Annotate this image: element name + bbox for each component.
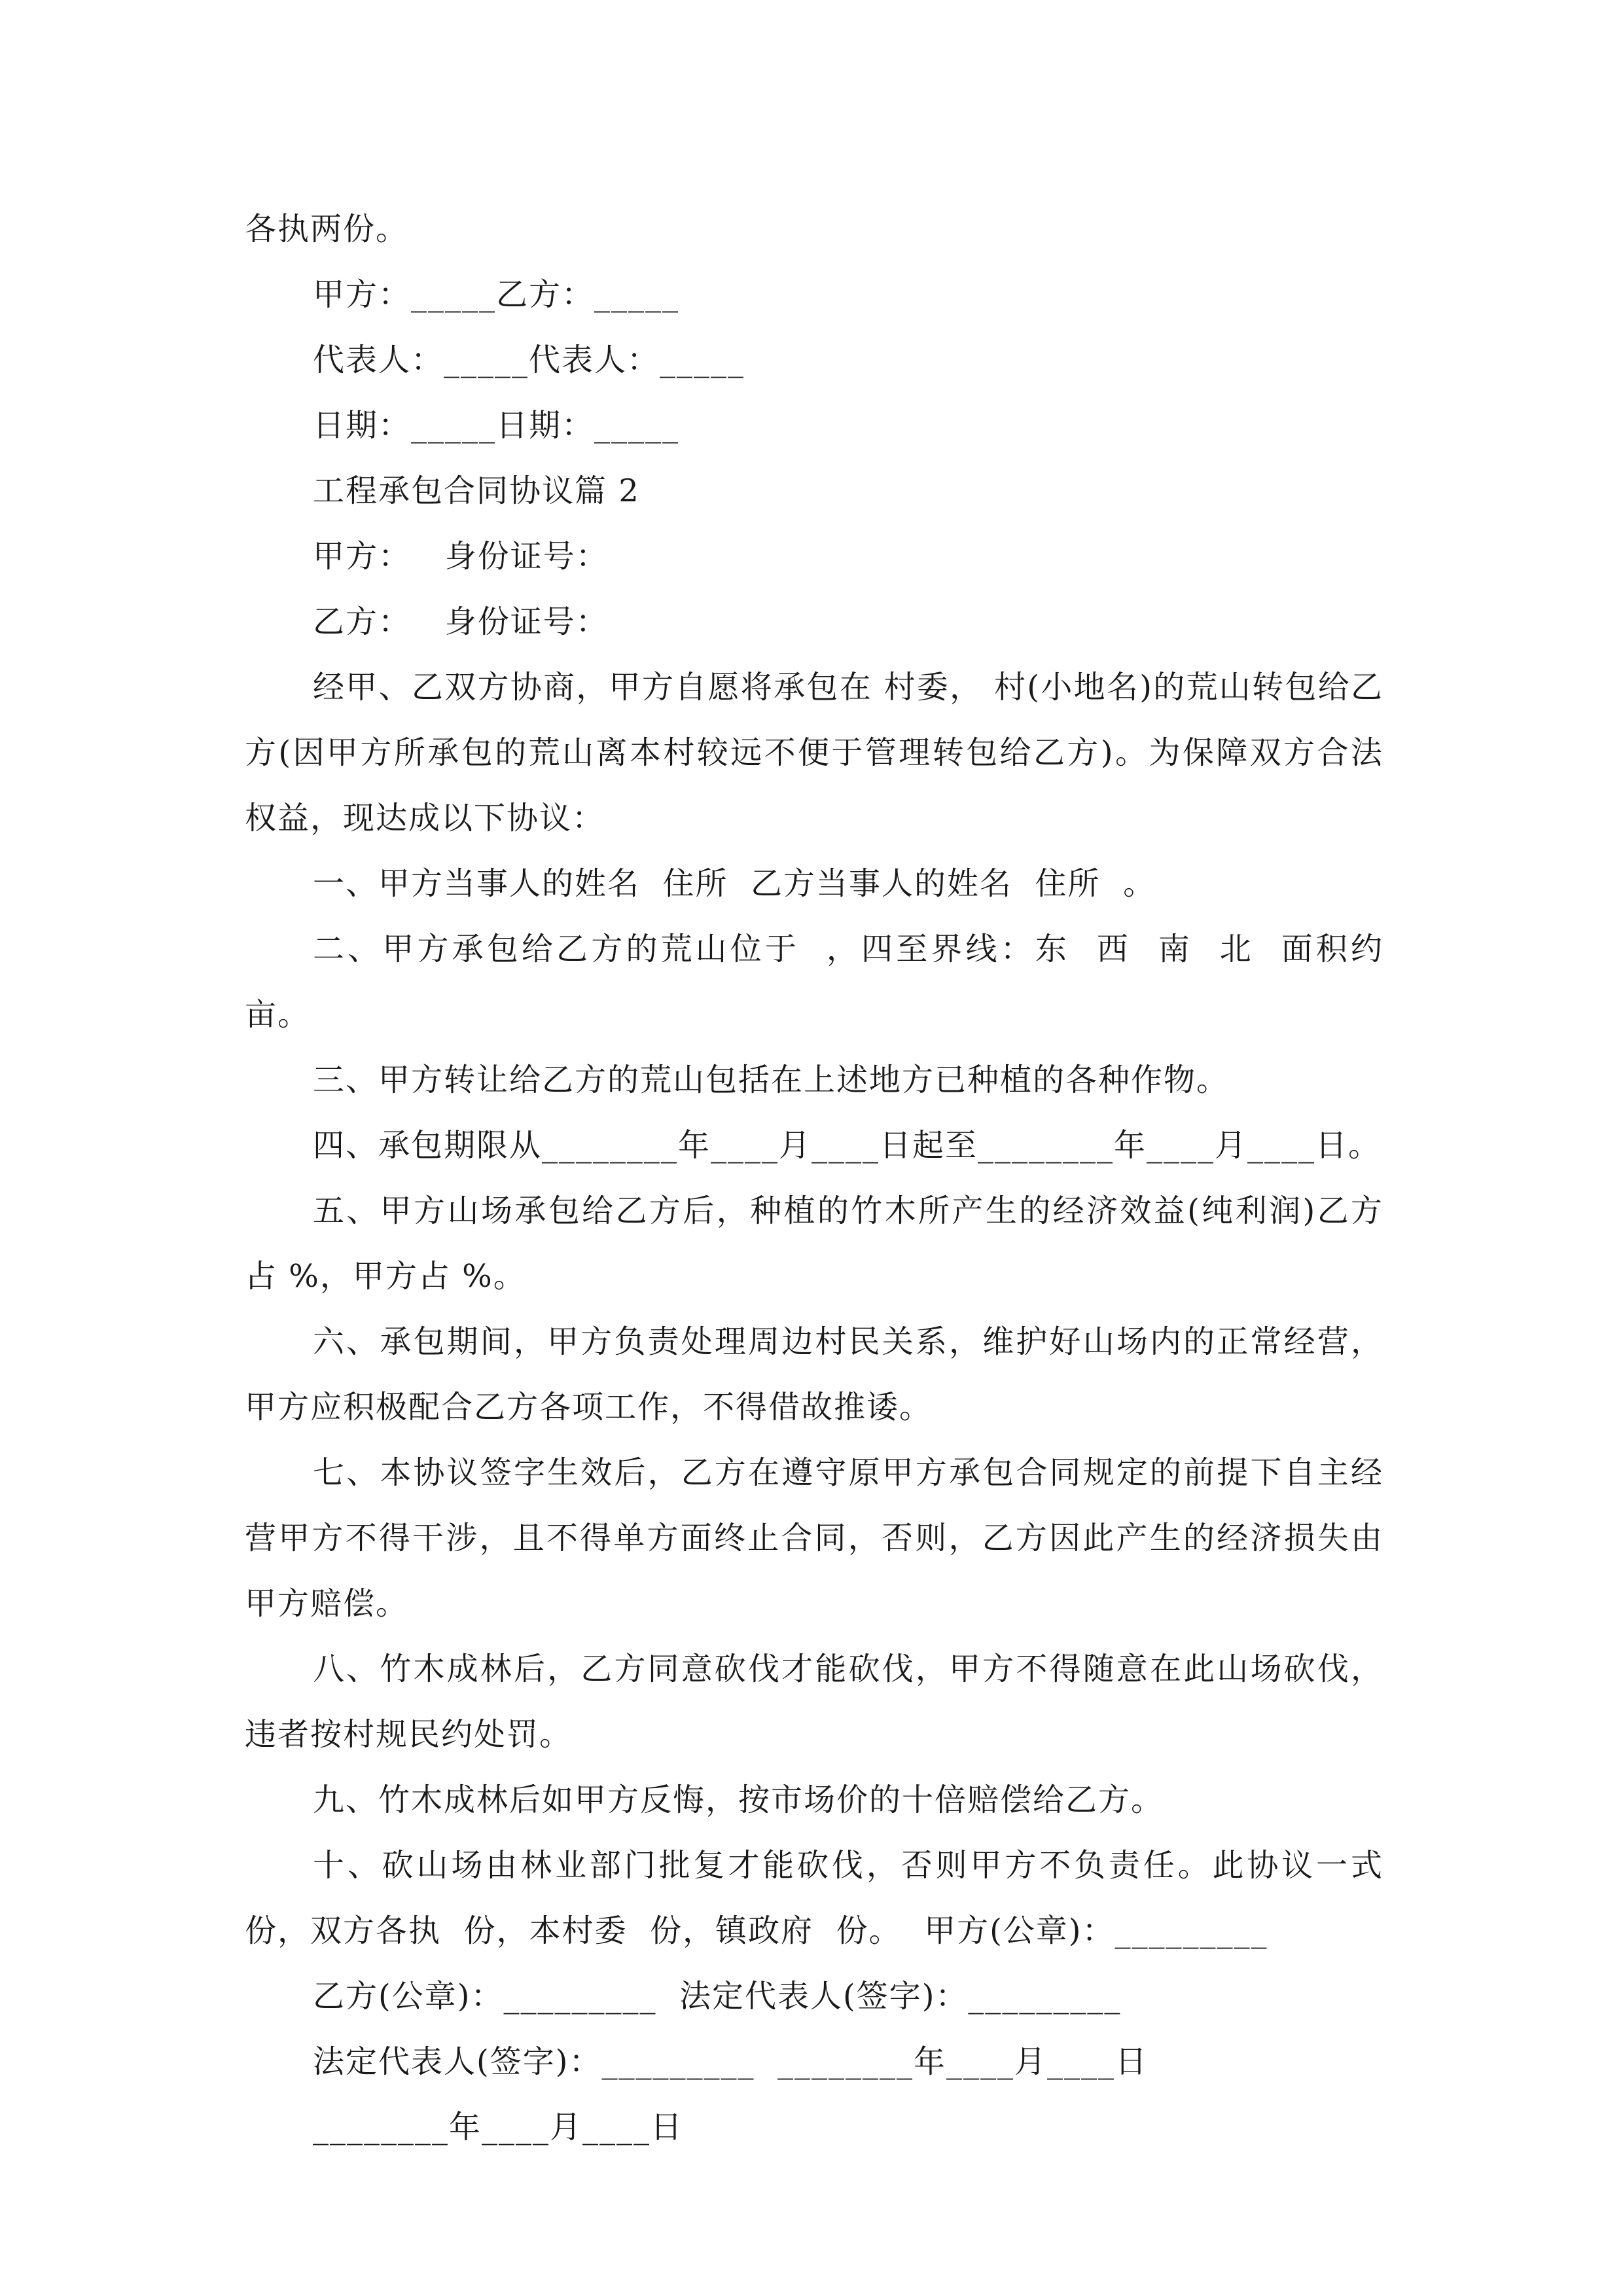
- signature-date: ________年____月____日: [313, 2109, 684, 2145]
- signature-line-representative: 法定代表人(签字)：_________ ________年____月____日: [313, 2043, 1148, 2080]
- paragraph-party-a-id: 甲方： 身份证号：: [313, 538, 609, 575]
- clause-1: 一、甲方当事人的姓名 住所 乙方当事人的姓名 住所 。: [313, 865, 1156, 902]
- clause-9: 九、竹木成林后如甲方反悔，按市场价的十倍赔偿给乙方。: [313, 1782, 1164, 1818]
- clause-7: 七、本协议签字生效后，乙方在遵守原甲方承包合同规定的前提下自主经营甲方不得干涉，且不得单方面终止合同，否则，乙方因此产生的经济损失由甲方赔偿。: [245, 1454, 1383, 1622]
- document-body: [245, 196, 1406, 2160]
- clause-8: 八、竹木成林后，乙方同意砍伐才能砍伐，甲方不得随意在此山场砍伐，违者按村规民约处罚。: [245, 1651, 1383, 1753]
- clause-2: 二、甲方承包给乙方的荒山位于 ，四至界线：东 西 南 北 面积约 亩。: [245, 931, 1406, 1033]
- paragraph-dates: 日期：_____日期：_____: [313, 407, 680, 444]
- signature-line-b: 乙方(公章)：_________ 法定代表人(签字)：_________: [313, 1978, 1122, 2015]
- paragraph-party-b-id: 乙方： 身份证号：: [313, 603, 609, 640]
- section-title: 工程承包合同协议篇 2: [313, 473, 640, 509]
- clause-5: 五、甲方山场承包给乙方后，种植的竹木所产生的经济效益(纯利润)乙方占 %，甲方占 %。: [245, 1193, 1383, 1295]
- paragraph-copies: 各执两份。: [245, 211, 409, 247]
- clause-4: 四、承包期限从________年____月____日起至________年____月____日。: [313, 1127, 1382, 1164]
- paragraph-party-signatures: 甲方：_____乙方：_____: [313, 276, 680, 313]
- clause-3: 三、甲方转让给乙方的荒山包括在上述地方已种植的各种作物。: [313, 1062, 1230, 1098]
- paragraph-preamble: 经甲、乙双方协商，甲方自愿将承包在 村委， 村(小地名)的荒山转包给乙方(因甲方所承包的荒山离本村较远不便于管理转包给乙方)。为保障双方合法权益，现达成以下协议：: [245, 669, 1383, 836]
- clause-10: 十、砍山场由林业部门批复才能砍伐，否则甲方不负责任。此协议一式份，双方各执 份，本村委 份，镇政府 份。 甲方(公章)：_________: [245, 1847, 1383, 1949]
- clause-6: 六、承包期间，甲方负责处理周边村民关系，维护好山场内的正常经营，甲方应积极配合乙方各项工作，不得借故推诿。: [245, 1323, 1383, 1426]
- paragraph-representatives: 代表人：_____代表人：_____: [313, 342, 745, 378]
